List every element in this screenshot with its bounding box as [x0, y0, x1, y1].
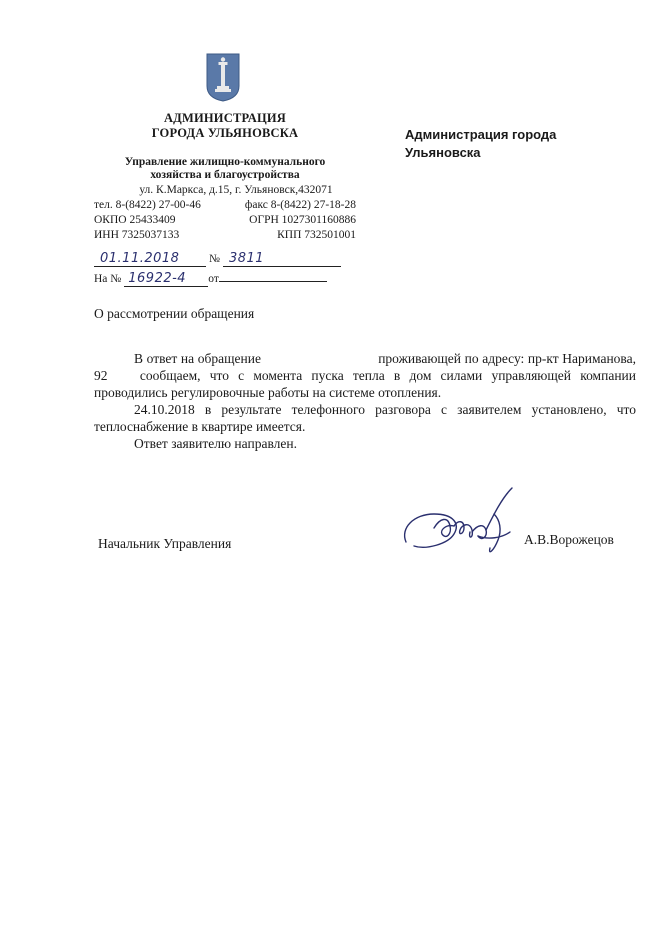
body-paragraph-2: 24.10.2018 в результате телефонного разговора с заявителем установлено, что теплоснабжение в квартире имеется.	[94, 402, 636, 434]
p1-end: сообщаем, что с момента пуска тепла в дом силами управляющей компании проводились регулировочные работы на системе отопления.	[94, 368, 636, 400]
from-label: от	[208, 273, 219, 285]
body-paragraph-3: Ответ заявителю направлен.	[134, 436, 297, 451]
ref-number: 16922-4	[128, 271, 187, 286]
org-line-1: АДМИНИСТРАЦИЯ	[163, 111, 287, 125]
dept-line-2: хозяйства и благоустройства	[150, 169, 300, 181]
ref-label: На №	[94, 273, 122, 285]
dept-line-1: Управление жилищно-коммунального	[124, 156, 326, 168]
signer-name: А.В.Ворожецов	[524, 532, 614, 547]
tax-row	[94, 228, 356, 242]
handwritten-signature	[398, 484, 528, 564]
ref-number-field	[124, 271, 208, 287]
outgoing-number: 3811	[228, 251, 265, 266]
body-paragraph-1	[94, 350, 636, 401]
p1-start: В ответ на обращение	[134, 351, 261, 366]
recipient-line-1: Администрация города	[405, 127, 557, 142]
phone: тел. 8-(8422) 27-00-46	[94, 199, 201, 211]
recipient-line-2: Ульяновска	[405, 145, 481, 160]
p1-mid: проживающей по адресу: пр-кт Нариманова, 92	[94, 351, 636, 383]
signer-title: Начальник Управления	[98, 536, 232, 551]
department-name	[100, 156, 350, 182]
outgoing-number-field	[223, 251, 341, 267]
codes-row	[94, 213, 356, 227]
ogrn: ОГРН 1027301160886	[249, 214, 356, 226]
org-line-2: ГОРОДА УЛЬЯНОВСКА	[151, 126, 299, 140]
kpp: КПП 732501001	[277, 229, 356, 241]
outgoing-registration	[94, 251, 354, 269]
letter-subject: О рассмотрении обращения	[94, 306, 255, 321]
fax: факс 8-(8422) 27-18-28	[244, 199, 356, 211]
number-label: №	[209, 253, 220, 265]
coat-of-arms-icon	[205, 52, 241, 102]
outgoing-date: 01.11.2018	[100, 251, 180, 266]
inn: ИНН 7325037133	[94, 229, 180, 241]
contacts-row	[94, 198, 356, 212]
reference-registration	[94, 271, 354, 289]
org-title	[130, 111, 320, 141]
org-address: ул. К.Маркса, д.15, г. Ульяновск,432071	[139, 184, 333, 196]
recipient	[405, 126, 625, 162]
outgoing-date-field	[94, 251, 206, 267]
ref-date-field	[219, 281, 327, 282]
letter-body	[94, 350, 636, 452]
okpo: ОКПО 25433409	[94, 214, 176, 226]
